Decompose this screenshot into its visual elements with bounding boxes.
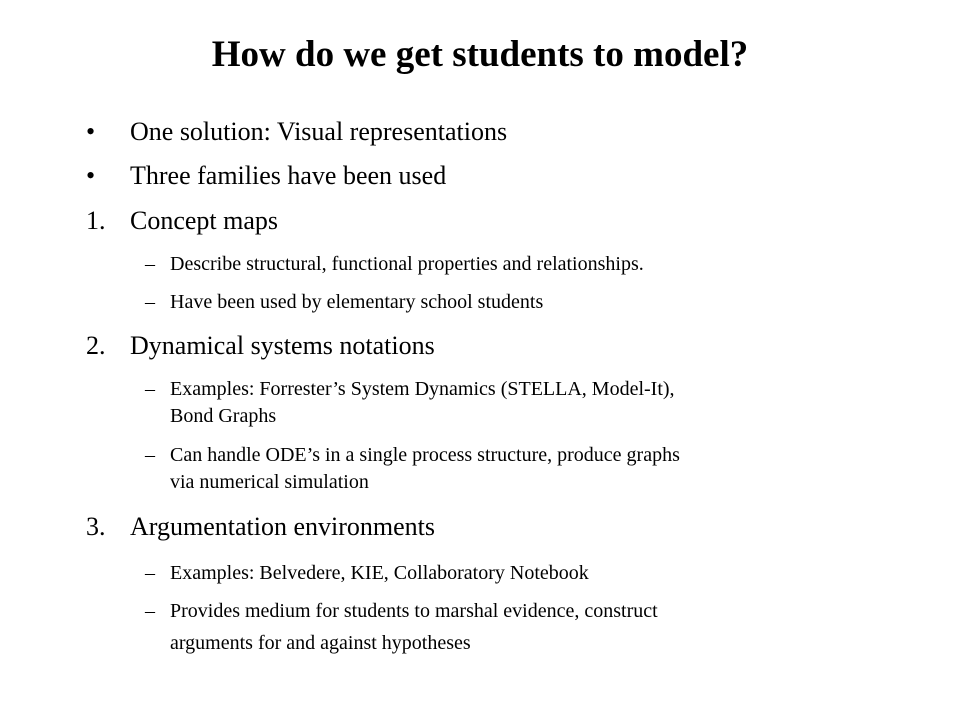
sub-item-text: Provides medium for students to marshal evidence, construct <box>170 600 658 622</box>
sub-item-text: via numerical simulation <box>170 471 369 493</box>
sub-item-text: Bond Graphs <box>170 405 277 427</box>
sub-item-text: Examples: Belvedere, KIE, Collaboratory Notebook <box>170 562 589 584</box>
item-text: Concept maps <box>130 206 279 235</box>
item-text: Dynamical systems notations <box>130 331 435 360</box>
item-text: Argumentation environments <box>130 512 435 541</box>
item-number: 1. <box>86 206 106 235</box>
bullet-text: One solution: Visual representations <box>130 117 508 146</box>
dash-marker: – <box>145 562 155 584</box>
item-number: 3. <box>86 512 106 541</box>
bullet-marker: • <box>86 117 96 146</box>
bullet-text: Three families have been used <box>130 161 447 190</box>
sub-item-text: arguments for and against hypotheses <box>170 632 471 654</box>
item-number: 2. <box>86 331 106 360</box>
dash-marker: – <box>145 444 155 466</box>
dash-marker: – <box>145 378 155 400</box>
slide-title: How do we get students to model? <box>211 34 749 75</box>
sub-item-text: Examples: Forrester’s System Dynamics (STELLA, Model-It), <box>170 378 675 400</box>
dash-marker: – <box>145 291 155 313</box>
bullet-marker: • <box>86 161 96 190</box>
sub-item-text: Have been used by elementary school students <box>170 291 544 313</box>
sub-item-text: Can handle ODE’s in a single process structure, produce graphs <box>170 444 680 466</box>
sub-item-text: Describe structural, functional properties and relationships. <box>170 253 644 275</box>
dash-marker: – <box>145 600 155 622</box>
dash-marker: – <box>145 253 155 275</box>
